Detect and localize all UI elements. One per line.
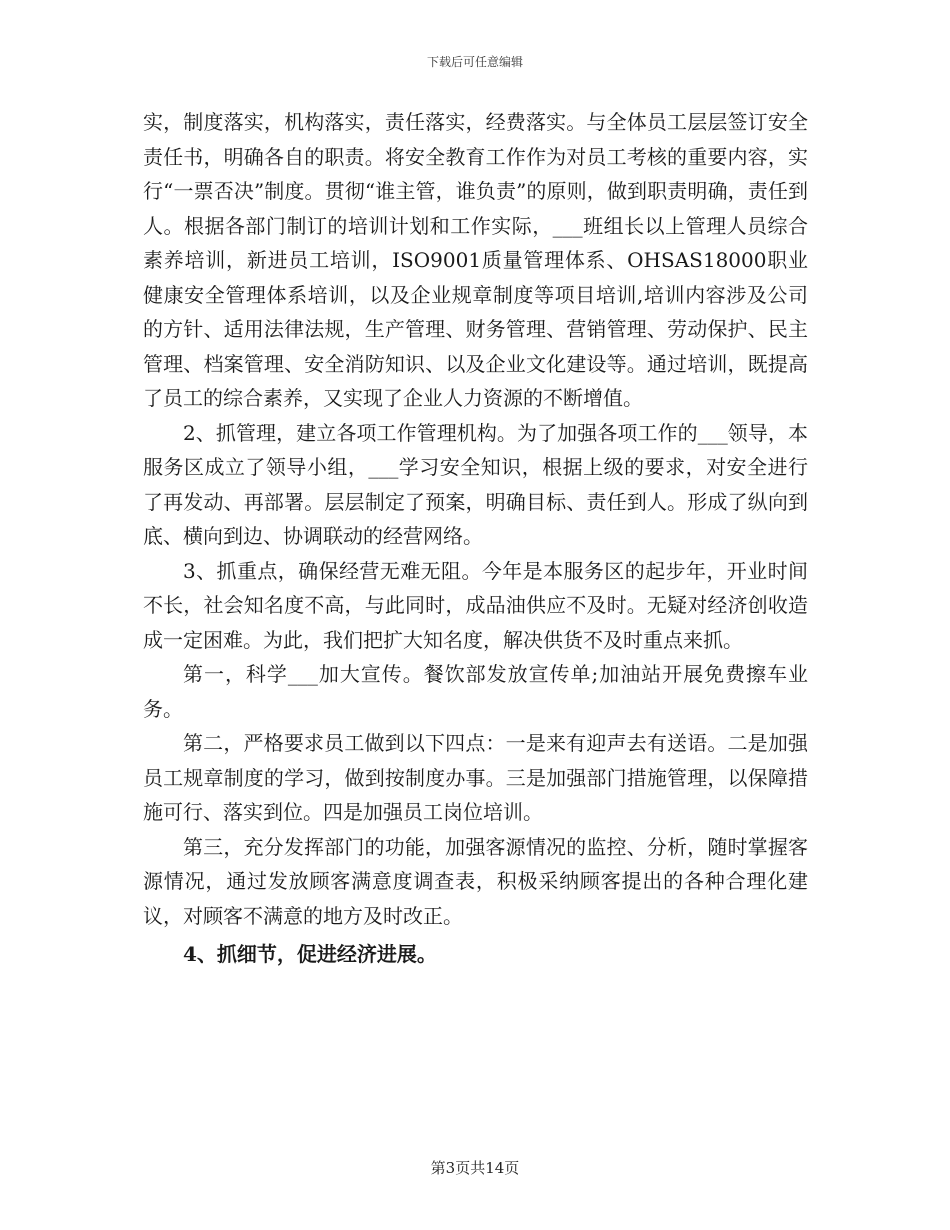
paragraph-third-item: 第三，充分发挥部门的功能，加强客源情况的监控、分析，随时掌握客源情况，通过发放顾客满意度调查表，积极采纳顾客提出的各种合理化建议，对顾客不满意的地方及时改正。: [143, 834, 808, 928]
page-header: 下载后可任意编辑: [426, 55, 523, 69]
paragraph-key-points: 3、抓重点，确保经营无难无阻。今年是本服务区的起步年，开业时间不长，社会知名度不高，与此同时，成品油供应不及时。无疑对经济创收造成一定困难。为此，我们把扩大知名度，解决供货不及时重点来抓。: [143, 558, 808, 652]
paragraph-first-item: 第一，科学___加大宣传。餐饮部发放宣传单;加油站开展免费擦车业务。: [143, 662, 808, 721]
paragraph-management: 2、抓管理，建立各项工作管理机构。为了加强各项工作的___领导，本服务区成立了领导小组，___学习安全知识，根据上级的要求，对安全进行了再发动、再部署。层层制定了预案，明确目标、责任到人。形成了纵向到底、横向到边、协调联动的经营网络。: [143, 420, 808, 548]
page-footer: 第3页共14页: [430, 1159, 520, 1177]
paragraph-second-item: 第二，严格要求员工做到以下四点：一是来有迎声去有送语。二是加强员工规章制度的学习，做到按制度办事。三是加强部门措施管理，以保障措施可行、落实到位。四是加强员工岗位培训。: [143, 731, 808, 824]
section-heading-details: 4、抓细节，促进经济进展。: [183, 942, 437, 966]
paragraph-continuation: 实，制度落实，机构落实，责任落实，经费落实。与全体员工层层签订安全责任书，明确各自的职责。将安全教育工作作为对员工考核的重要内容，实行“一票否决”制度。贯彻“谁主管，谁负责”的原则，做到职责明确，责任到人。根据各部门制订的培训计划和工作实际，___班组长以上管理人员综合素养培训，新进员工培训，ISO9001质量管理体系、OHSAS18000职业健康安全管理体系培训，以及企业规章制度等项目培训,培训内容涉及公司的方针、适用法律法规，生产管理、财务管理、营销管理、劳动保护、民主管理、档案管理、安全消防知识、以及企业文化建设等。通过培训，既提高了员工的综合素养，又实现了企业人力资源的不断增值。: [143, 110, 808, 410]
document-body: [143, 105, 808, 972]
